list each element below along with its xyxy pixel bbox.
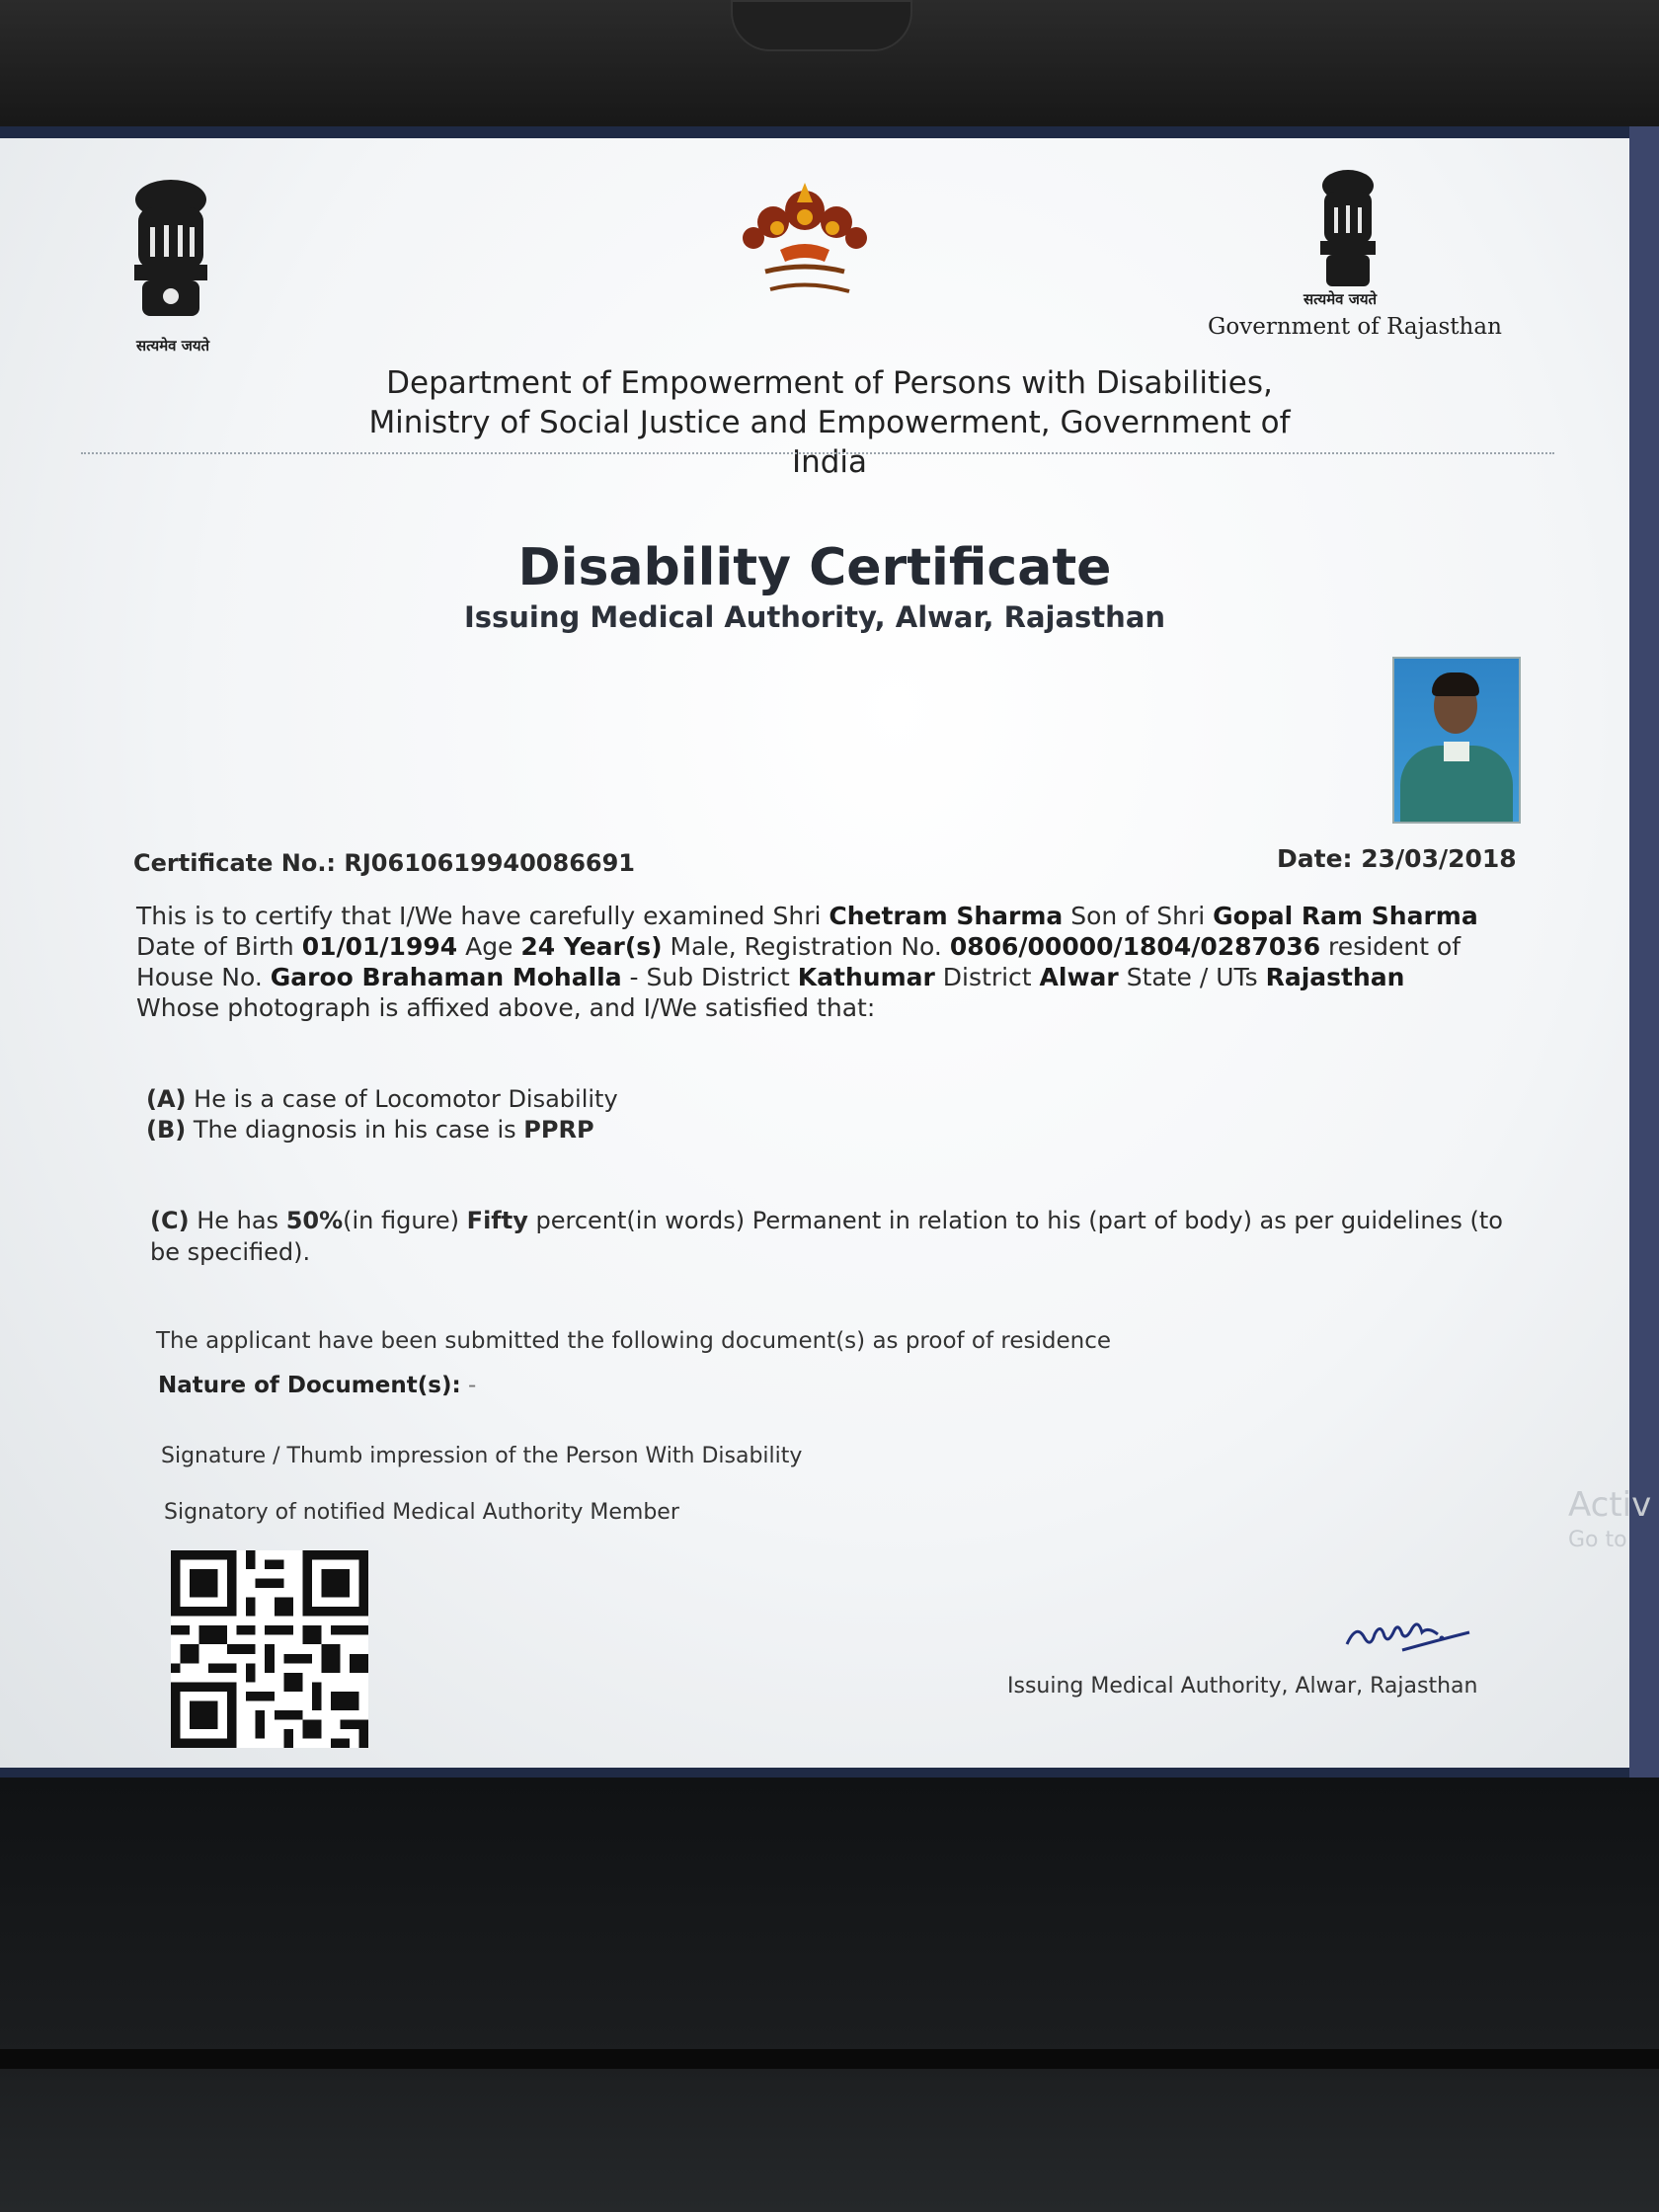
certificate-date xyxy=(1277,844,1517,873)
signature-icon xyxy=(1343,1605,1476,1656)
disability-percent: 50% xyxy=(285,1207,344,1234)
certification-paragraph: This is to certify that I/We have carefully examined Shri Chetram Sharma Son of Shri Gopal Ram Sharma Date of Birth 01/01/1994 Age 24 Year(s) Male, Registration No. 0806/00000/1804/0287036 resident of House No. Garoo Brahaman Mohalla - Sub District Kathumar District Alwar State / UTs Rajasthan Whose photograph is affixed above, and I/We satisfied that: xyxy=(136,901,1519,1023)
disability-percent-words: Fifty xyxy=(466,1207,528,1234)
photograph-statement: Whose photograph is affixed above, and I/We satisfied that: xyxy=(136,993,876,1022)
person-signature-label: Signature / Thumb impression of the Person With Disability xyxy=(161,1444,803,1468)
qr-code xyxy=(166,1550,373,1748)
applicant-photo xyxy=(1392,657,1521,824)
monitor-bezel-top xyxy=(0,0,1659,138)
date-of-birth: 01/01/1994 xyxy=(301,932,458,961)
district: Alwar xyxy=(1039,963,1119,991)
point-c: (C) He has 50%(in figure) Fifty percent(in words) Permanent in relation to his (part of body) as per guidelines (to be specified). xyxy=(150,1207,1503,1266)
certificate-number-label: Certificate No.: xyxy=(133,849,337,877)
national-emblem-right-icon xyxy=(1308,168,1387,296)
department-heading xyxy=(356,363,1304,482)
nature-of-documents: Nature of Document(s): - xyxy=(158,1373,477,1398)
state: Rajasthan xyxy=(1265,963,1405,991)
certificate-number-value: RJ0610619940086691 xyxy=(344,849,635,877)
sub-district: Kathumar xyxy=(797,963,935,991)
windows-activation-watermark: Activ Go to xyxy=(1568,1485,1652,1552)
emblem-motto-right: सत्यमेव जयते xyxy=(1304,290,1378,308)
issuing-authority-label: Issuing Medical Authority, Alwar, Rajasthan xyxy=(1007,1674,1478,1698)
father-name: Gopal Ram Sharma xyxy=(1213,902,1478,930)
certificate-title: Disability Certificate xyxy=(517,538,1112,597)
national-emblem-icon xyxy=(117,178,225,326)
laptop-hinge xyxy=(0,2049,1659,2069)
monitor-bezel-bottom xyxy=(0,1778,1659,2212)
date-value: 23/03/2018 xyxy=(1361,844,1517,873)
certificate-subtitle: Issuing Medical Authority, Alwar, Rajasthan xyxy=(463,600,1166,634)
header-divider xyxy=(81,452,1554,454)
certificate-number xyxy=(133,849,635,877)
diagnosis-value: PPRP xyxy=(523,1116,594,1144)
medical-member-signatory-label: Signatory of notified Medical Authority Member xyxy=(164,1500,679,1525)
point-a: (A) He is a case of Locomotor Disability xyxy=(146,1085,618,1113)
department-line-1: Department of Empowerment of Persons with Disabilities, xyxy=(386,365,1273,401)
disability-points xyxy=(146,1084,618,1146)
point-b: (B) The diagnosis in his case is PPRP xyxy=(146,1116,594,1144)
age: 24 Year(s) xyxy=(520,932,663,961)
registration-number: 0806/00000/1804/0287036 xyxy=(949,932,1321,961)
house-address: Garoo Brahaman Mohalla xyxy=(270,963,622,991)
applicant-name: Chetram Sharma xyxy=(829,902,1064,930)
certificate-document xyxy=(0,138,1629,1768)
residence-proof-statement: The applicant have been submitted the following document(s) as proof of residence xyxy=(156,1328,1112,1354)
sugamya-logo-icon xyxy=(726,173,884,311)
government-of-rajasthan-label: Government of Rajasthan xyxy=(1208,314,1502,340)
date-label: Date: xyxy=(1277,844,1353,873)
webcam-housing xyxy=(731,0,912,51)
emblem-motto-left: सत्यमेव जयते xyxy=(136,337,210,355)
department-line-2: Ministry of Social Justice and Empowerment, Government of India xyxy=(368,405,1291,480)
